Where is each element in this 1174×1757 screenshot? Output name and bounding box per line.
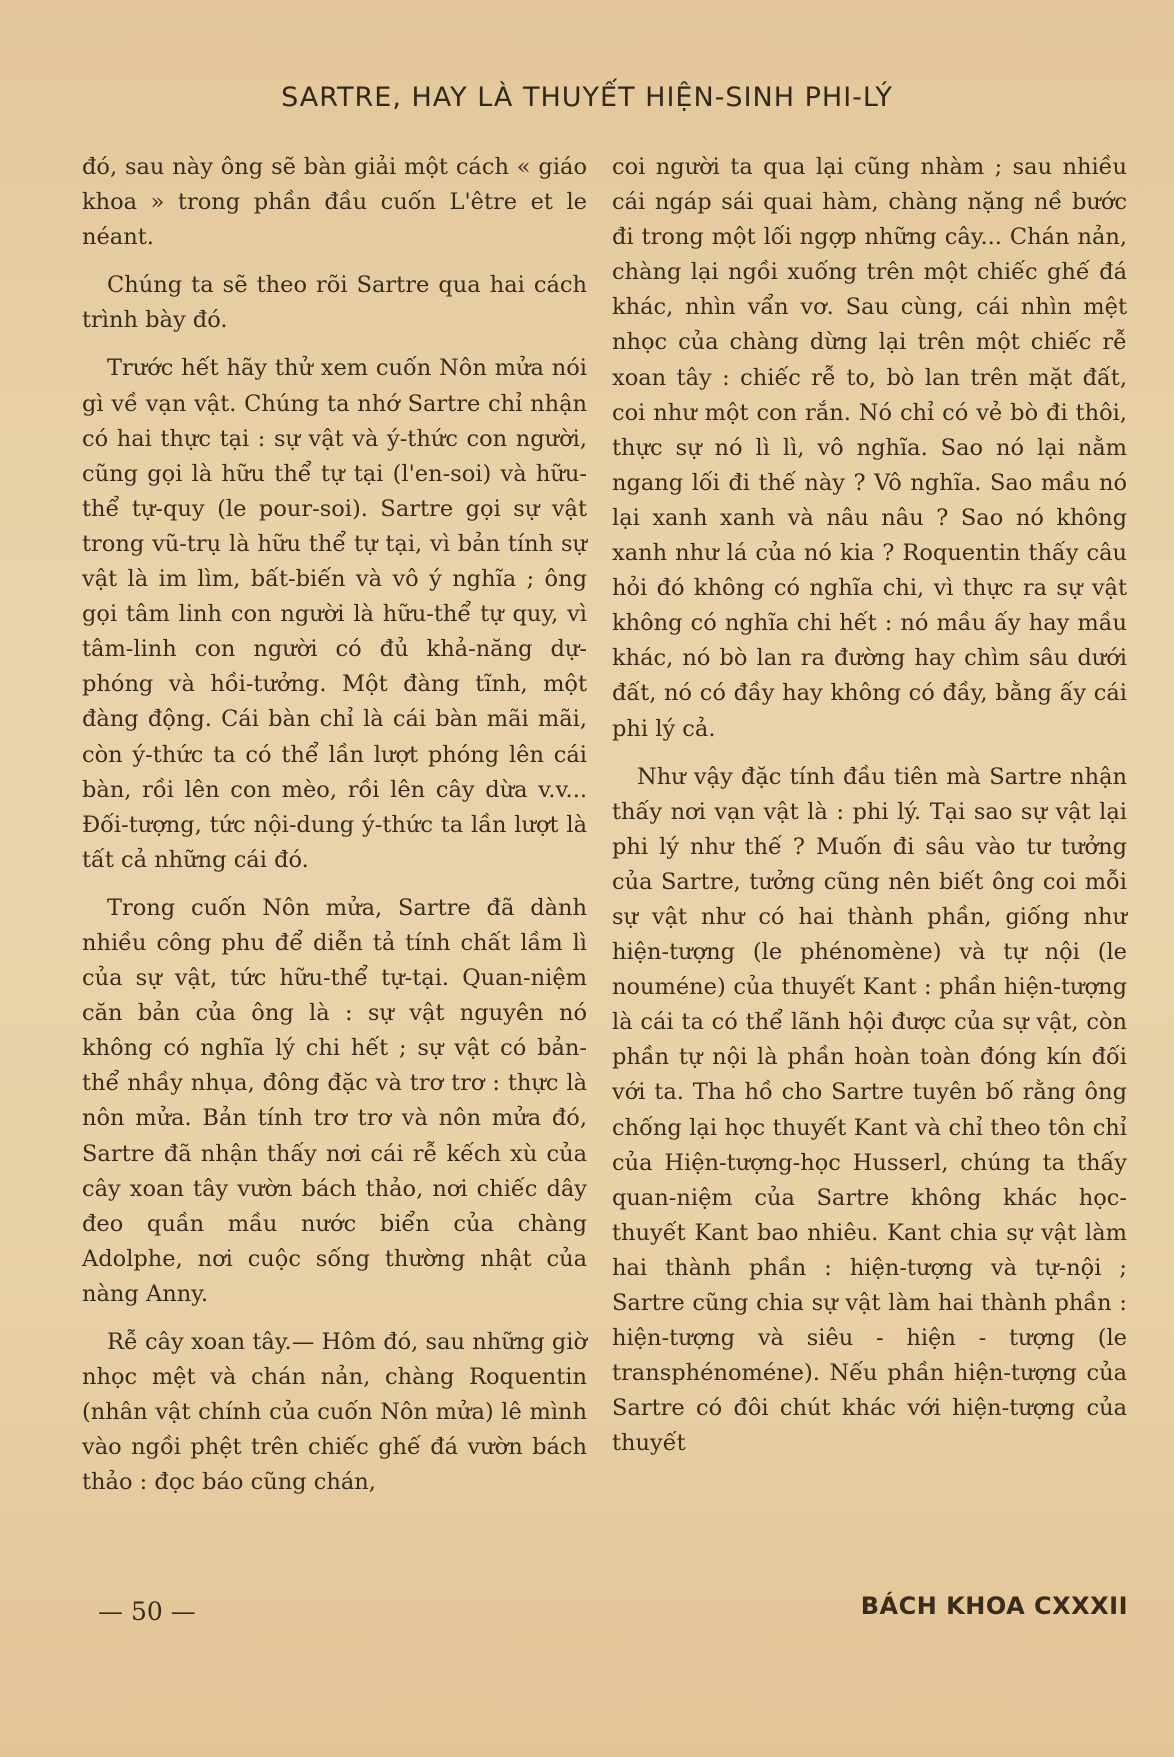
left-column (82, 150, 587, 1500)
paragraph: đó, sau này ông sẽ bàn giải một cách « giáo khoa » trong phần đầu cuốn L'être et le néant. (82, 154, 587, 251)
paragraph: Trước hết hãy thử xem cuốn Nôn mửa nói gì về vạn vật. Chúng ta nhớ Sartre chỉ nhận có hai thực tại : sự vật và ý-thức con người, cũng gọi là hữu thể tự tại (l'en-soi) và hữu-thể tự-quy (le pour-soi). Sartre gọi sự vật trong vũ-trụ là hữu thể tự tại, vì bản tính sự vật là im lìm, bất-biến và vô ý nghĩa ; ông gọi tâm linh con người là hữu-thể tự quy, vì tâm-linh con người có đủ khả-năng dự-phóng và hồi-tưởng. Một đàng tĩnh, một đàng động. Cái bàn chỉ là cái bàn mãi mãi, còn ý-thức ta có thể lần lượt phóng lên cái bàn, rồi lên con mèo, rồi lên cây dừa v.v... Đối-tượng, tức nội-dung ý-thức ta lần lượt là tất cả những cái đó. (82, 355, 587, 873)
running-header: SARTRE, HAY LÀ THUYẾT HIỆN-SINH PHI-LÝ (281, 82, 893, 113)
paragraph: Chúng ta sẽ theo rõi Sartre qua hai cách trình bày đó. (82, 272, 587, 334)
paragraph: Như vậy đặc tính đầu tiên mà Sartre nhận thấy nơi vạn vật là : phi lý. Tại sao sự vật lại phi lý như thế ? Muốn đi sâu vào tư tưởng của Sartre, tưởng cũng nên biết ông coi mỗi sự vật như có hai thành phần, giống như hiện-tượng (le phénomène) và tự nội (le nouméne) của thuyết Kant : phần hiện-tượng là cái ta có thể lãnh hội được của sự vật, còn phần tự nội là phần hoàn toàn đóng kín đối với ta. Tha hồ cho Sartre tuyên bố rằng ông chống lại học thuyết Kant và chỉ theo tôn chỉ của Hiện-tượng-học Husserl, chúng ta thấy quan-niệm của Sartre không khác học-thuyết Kant bao nhiêu. Kant chia sự vật làm hai thành phần : hiện-tượng và tự-nội ; Sartre cũng chia sự vật làm hai thành phần : hiện-tượng và siêu - hiện - tượng (le transphénoméne). Nếu phần hiện-tượng của Sartre có đôi chút khác với hiện-tượng của thuyết (612, 763, 1127, 1457)
page-number: — 50 — (98, 1597, 196, 1626)
paragraph: coi người ta qua lại cũng nhàm ; sau nhiều cái ngáp sái quai hàm, chàng nặng nề bước đi trong một lối ngợp những cây... Chán nản, chàng lại ngồi xuống trên một chiếc ghế đá khác, nhìn vẩn vơ. Sau cùng, cái nhìn mệt nhọc của chàng dừng lại trên một chiếc rễ xoan tây : chiếc rễ to, bò lan trên mặt đất, coi như một con rắn. Nó chỉ có vẻ bò đi thôi, thực sự nó lì lì, vô nghĩa. Sao nó lại nằm ngang lối đi thế này ? Vô nghĩa. Sao mầu nó lại xanh xanh và nâu nâu ? Sao nó không xanh như lá của nó kia ? Roquentin thấy câu hỏi đó không có nghĩa chi, vì thực ra sự vật không có nghĩa chi hết : nó mầu ấy hay mầu khác, nó bò lan ra đường hay chìm sâu dưới đất, nó có đầy hay không có đầy, bằng ấy cái phi lý cả. (612, 154, 1127, 742)
paragraph: Trong cuốn Nôn mửa, Sartre đã dành nhiều công phu để diễn tả tính chất lầm lì của sự vật, tức hữu-thể tự-tại. Quan-niệm căn bản của ông là : sự vật nguyên nó không có nghĩa lý chi hết ; sự vật có bản-thể nhầy nhụa, đông đặc và trơ trơ : thực là nôn mửa. Bản tính trơ trơ và nôn mửa đó, Sartre đã nhận thấy nơi cái rễ kếch xù của cây xoan tây vườn bách thảo, nơi chiếc dây đeo quần mầu nước biển của chàng Adolphe, nơi cuộc sống thường nhật của nàng Anny. (82, 894, 587, 1307)
paragraph: Rễ cây xoan tây.— Hôm đó, sau những giờ nhọc mệt và chán nản, chàng Roquentin (nhân vật chính của cuốn Nôn mửa) lê mình vào ngồi phệt trên chiếc ghế đá vườn bách thảo : đọc báo cũng chán, (82, 1329, 587, 1496)
journal-name: BÁCH KHOA CXXXII (860, 1592, 1128, 1620)
right-column (612, 150, 1127, 1461)
